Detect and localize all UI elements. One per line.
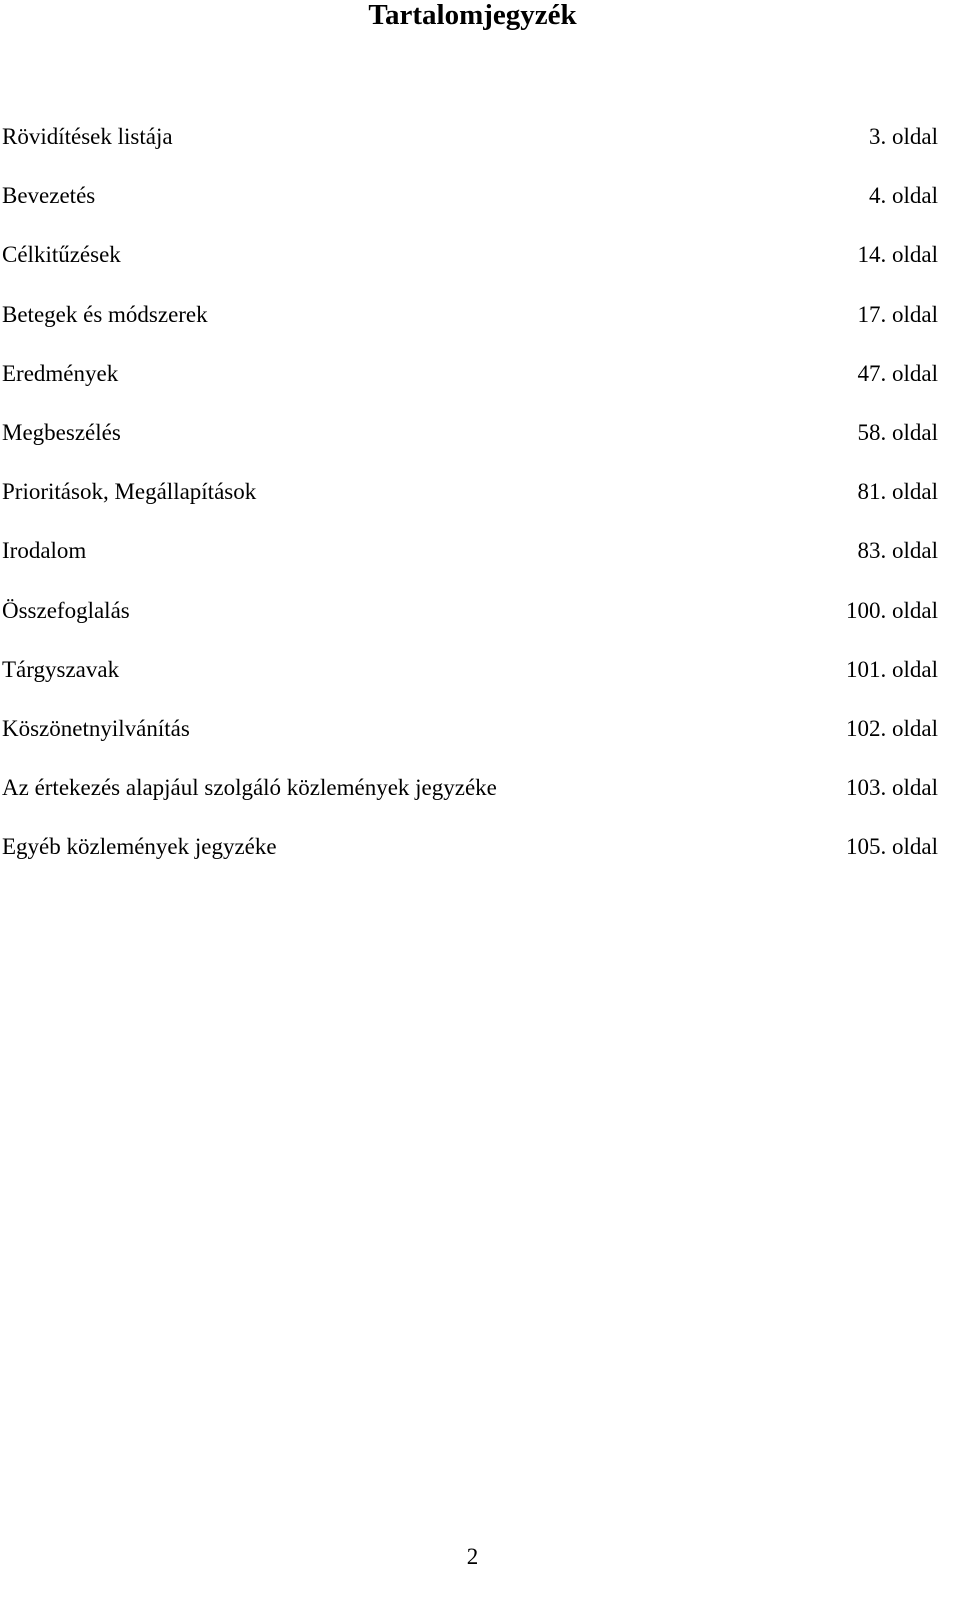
toc-entry-page: 58. oldal: [857, 419, 938, 445]
toc-entry-objectives[interactable]: [2, 240, 938, 299]
page-title: Tartalomjegyzék: [368, 0, 577, 31]
toc-entry-summary[interactable]: [2, 596, 938, 655]
toc-entry-page: 102. oldal: [846, 715, 938, 741]
toc-entry-thesis-publications[interactable]: [2, 773, 938, 832]
toc-entry-patients-methods[interactable]: [2, 300, 938, 359]
toc-entry-label: Megbeszélés: [2, 419, 121, 445]
toc-entry-results[interactable]: [2, 359, 938, 418]
table-of-contents: [2, 122, 938, 891]
toc-entry-label: Köszönetnyilvánítás: [2, 715, 190, 741]
toc-entry-page: 14. oldal: [857, 242, 938, 268]
toc-entry-acknowledgements[interactable]: [2, 714, 938, 773]
toc-entry-label: Irodalom: [2, 538, 87, 564]
toc-entry-page: 17. oldal: [857, 301, 938, 327]
toc-entry-page: 101. oldal: [846, 656, 938, 682]
toc-entry-page: 83. oldal: [857, 538, 938, 564]
toc-entry-label: Célkitűzések: [2, 242, 121, 268]
toc-entry-discussion[interactable]: [2, 418, 938, 477]
toc-entry-introduction[interactable]: [2, 181, 938, 240]
toc-entry-page: 47. oldal: [857, 360, 938, 386]
toc-entry-priorities[interactable]: [2, 477, 938, 536]
toc-entry-page: 81. oldal: [857, 479, 938, 505]
toc-entry-label: Eredmények: [2, 360, 119, 386]
toc-entry-other-publications[interactable]: [2, 832, 938, 891]
toc-entry-page: 3. oldal: [869, 124, 938, 149]
toc-entry-keywords[interactable]: [2, 655, 938, 714]
toc-entry-page: 105. oldal: [846, 834, 938, 860]
toc-entry-label: Egyéb közlemények jegyzéke: [2, 834, 277, 860]
toc-entry-label: Tárgyszavak: [2, 656, 120, 682]
toc-entry-page: 100. oldal: [846, 597, 938, 623]
toc-entry-abbreviations[interactable]: [2, 122, 938, 181]
toc-entry-label: Prioritások, Megállapítások: [2, 479, 257, 505]
toc-entry-page: 4. oldal: [869, 183, 938, 209]
toc-entry-label: Betegek és módszerek: [2, 301, 208, 327]
toc-entry-label: Rövidítések listája: [2, 124, 173, 149]
toc-entry-label: Összefoglalás: [2, 597, 130, 623]
toc-entry-references[interactable]: [2, 536, 938, 595]
toc-entry-label: Az értekezés alapjául szolgáló közlemények jegyzéke: [2, 775, 497, 801]
page-number: 2: [466, 1544, 479, 1569]
toc-entry-label: Bevezetés: [2, 183, 96, 209]
toc-entry-page: 103. oldal: [846, 775, 938, 801]
